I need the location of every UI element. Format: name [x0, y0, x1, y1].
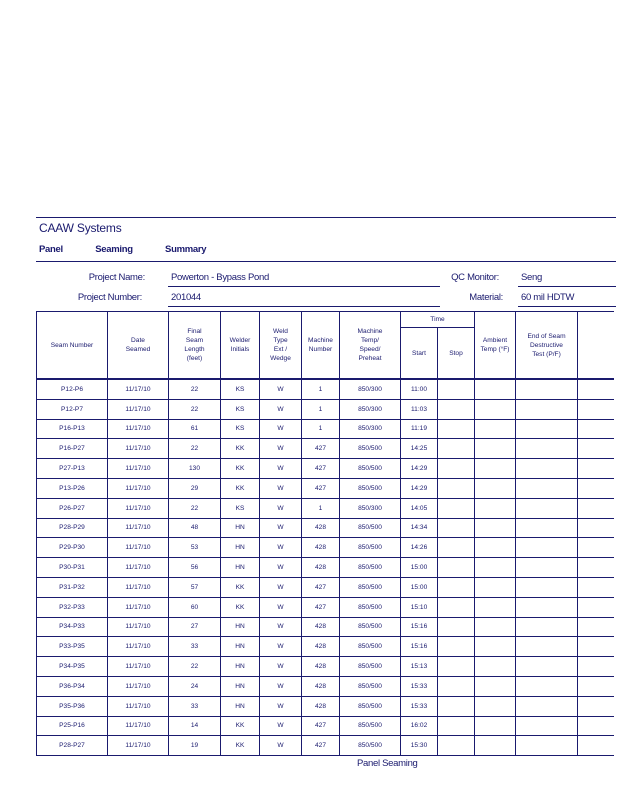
cell-ambient [475, 597, 516, 617]
header-welder-initials: Welder Initials [221, 312, 260, 380]
company-name: CAAW Systems [39, 221, 122, 235]
cell-destructive [516, 597, 578, 617]
cell-start: 11:03 [401, 399, 438, 419]
cell-blank [578, 617, 614, 637]
cell-temp: 850/500 [340, 617, 401, 637]
cell-stop [438, 657, 475, 677]
cell-machine: 1 [302, 498, 340, 518]
cell-machine: 428 [302, 617, 340, 637]
cell-machine: 428 [302, 637, 340, 657]
cell-ambient [475, 538, 516, 558]
cell-destructive [516, 538, 578, 558]
cell-weld: W [260, 617, 302, 637]
cell-start: 14:26 [401, 538, 438, 558]
cell-machine: 427 [302, 736, 340, 756]
cell-ambient [475, 637, 516, 657]
cell-destructive [516, 478, 578, 498]
page-footer: Panel Seaming [357, 758, 418, 769]
cell-ambient [475, 558, 516, 578]
cell-stop [438, 498, 475, 518]
cell-date: 11/17/10 [108, 518, 169, 538]
cell-temp: 850/300 [340, 379, 401, 399]
header-date-seamed: Date Seamed [108, 312, 169, 380]
cell-machine: 427 [302, 459, 340, 479]
cell-date: 11/17/10 [108, 379, 169, 399]
cell-start: 15:00 [401, 558, 438, 578]
cell-length: 22 [169, 657, 221, 677]
cell-machine: 427 [302, 439, 340, 459]
cell-temp: 850/500 [340, 518, 401, 538]
table-row [37, 419, 614, 439]
cell-welder: HN [221, 696, 260, 716]
cell-stop [438, 419, 475, 439]
cell-seam: P16-P13 [37, 419, 108, 439]
table-row [37, 577, 614, 597]
header-end-destructive: End of Seam Destructive Test (P/F) [516, 312, 578, 380]
cell-stop [438, 379, 475, 399]
cell-date: 11/17/10 [108, 419, 169, 439]
cell-temp: 850/500 [340, 657, 401, 677]
cell-weld: W [260, 716, 302, 736]
cell-temp: 850/500 [340, 459, 401, 479]
header-blank [578, 312, 614, 380]
table-row [37, 518, 614, 538]
cell-ambient [475, 736, 516, 756]
cell-blank [578, 379, 614, 399]
cell-ambient [475, 419, 516, 439]
cell-blank [578, 657, 614, 677]
cell-start: 15:16 [401, 637, 438, 657]
cell-temp: 850/300 [340, 419, 401, 439]
cell-temp: 850/500 [340, 558, 401, 578]
cell-length: 19 [169, 736, 221, 756]
cell-blank [578, 399, 614, 419]
cell-welder: HN [221, 558, 260, 578]
cell-date: 11/17/10 [108, 617, 169, 637]
cell-temp: 850/500 [340, 439, 401, 459]
cell-destructive [516, 439, 578, 459]
header-machine-temp: Machine Temp/ Speed/ Preheat [340, 312, 401, 380]
cell-welder: KK [221, 736, 260, 756]
cell-ambient [475, 439, 516, 459]
cell-date: 11/17/10 [108, 498, 169, 518]
cell-stop [438, 597, 475, 617]
cell-seam: P25-P16 [37, 716, 108, 736]
header-machine-number: Machine Number [302, 312, 340, 380]
cell-weld: W [260, 597, 302, 617]
cell-destructive [516, 399, 578, 419]
form-title [39, 244, 236, 255]
cell-machine: 427 [302, 577, 340, 597]
material-label: Material: [469, 292, 503, 303]
table-row [37, 597, 614, 617]
form-title-word: Summary [165, 244, 207, 255]
project-name-label: Project Name: [88, 272, 145, 283]
cell-machine: 428 [302, 518, 340, 538]
cell-blank [578, 498, 614, 518]
cell-machine: 1 [302, 379, 340, 399]
cell-welder: HN [221, 518, 260, 538]
cell-ambient [475, 478, 516, 498]
cell-destructive [516, 498, 578, 518]
qc-monitor-value: Seng [521, 272, 542, 283]
cell-ambient [475, 676, 516, 696]
cell-stop [438, 736, 475, 756]
cell-blank [578, 637, 614, 657]
cell-temp: 850/500 [340, 597, 401, 617]
table-row [37, 379, 614, 399]
cell-machine: 427 [302, 478, 340, 498]
cell-start: 15:10 [401, 597, 438, 617]
cell-stop [438, 478, 475, 498]
cell-seam: P16-P27 [37, 439, 108, 459]
cell-welder: HN [221, 657, 260, 677]
cell-temp: 850/300 [340, 399, 401, 419]
project-number-label: Project Number: [77, 292, 142, 303]
title-rule [36, 261, 616, 262]
cell-machine: 427 [302, 597, 340, 617]
table-row [37, 498, 614, 518]
cell-date: 11/17/10 [108, 696, 169, 716]
cell-welder: KK [221, 478, 260, 498]
cell-machine: 427 [302, 716, 340, 736]
table-row [37, 558, 614, 578]
cell-welder: KS [221, 399, 260, 419]
cell-weld: W [260, 696, 302, 716]
cell-stop [438, 577, 475, 597]
header-stop: Stop [438, 328, 475, 380]
cell-weld: W [260, 439, 302, 459]
header-final-seam-length: Final Seam Length (feet) [169, 312, 221, 380]
cell-ambient [475, 518, 516, 538]
cell-length: 48 [169, 518, 221, 538]
cell-ambient [475, 379, 516, 399]
header-weld-type: Weld Type Ext / Wedge [260, 312, 302, 380]
cell-ambient [475, 696, 516, 716]
project-name-value: Powerton - Bypass Pond [171, 272, 269, 283]
cell-date: 11/17/10 [108, 439, 169, 459]
cell-destructive [516, 696, 578, 716]
cell-welder: KK [221, 439, 260, 459]
cell-date: 11/17/10 [108, 637, 169, 657]
table-row [37, 637, 614, 657]
cell-welder: KS [221, 498, 260, 518]
cell-length: 60 [169, 597, 221, 617]
cell-destructive [516, 379, 578, 399]
table-row [37, 617, 614, 637]
cell-weld: W [260, 478, 302, 498]
cell-welder: KK [221, 577, 260, 597]
cell-welder: HN [221, 637, 260, 657]
header-time: Time [401, 312, 475, 328]
cell-welder: KK [221, 597, 260, 617]
cell-blank [578, 419, 614, 439]
cell-start: 14:29 [401, 478, 438, 498]
cell-start: 14:05 [401, 498, 438, 518]
cell-welder: HN [221, 676, 260, 696]
cell-seam: P27-P13 [37, 459, 108, 479]
qc-monitor-underline [518, 286, 616, 287]
cell-destructive [516, 657, 578, 677]
cell-start: 14:34 [401, 518, 438, 538]
cell-start: 14:29 [401, 459, 438, 479]
cell-stop [438, 558, 475, 578]
cell-blank [578, 696, 614, 716]
cell-date: 11/17/10 [108, 459, 169, 479]
cell-stop [438, 459, 475, 479]
cell-seam: P30-P31 [37, 558, 108, 578]
cell-length: 27 [169, 617, 221, 637]
cell-temp: 850/500 [340, 637, 401, 657]
cell-destructive [516, 577, 578, 597]
cell-stop [438, 617, 475, 637]
cell-date: 11/17/10 [108, 399, 169, 419]
cell-welder: KS [221, 419, 260, 439]
table-body [37, 379, 614, 756]
header-start: Start [401, 328, 438, 380]
cell-start: 16:02 [401, 716, 438, 736]
cell-length: 33 [169, 696, 221, 716]
cell-seam: P32-P33 [37, 597, 108, 617]
cell-length: 14 [169, 716, 221, 736]
cell-date: 11/17/10 [108, 657, 169, 677]
cell-length: 22 [169, 379, 221, 399]
cell-ambient [475, 459, 516, 479]
cell-length: 24 [169, 676, 221, 696]
cell-length: 57 [169, 577, 221, 597]
cell-destructive [516, 558, 578, 578]
cell-temp: 850/500 [340, 736, 401, 756]
cell-date: 11/17/10 [108, 478, 169, 498]
cell-start: 11:00 [401, 379, 438, 399]
cell-seam: P34-P33 [37, 617, 108, 637]
cell-blank [578, 478, 614, 498]
header-rule [36, 217, 616, 218]
qc-monitor-label: QC Monitor: [451, 272, 499, 283]
cell-start: 15:33 [401, 676, 438, 696]
cell-blank [578, 459, 614, 479]
cell-destructive [516, 459, 578, 479]
cell-stop [438, 538, 475, 558]
project-name-underline [168, 286, 440, 287]
cell-welder: KK [221, 459, 260, 479]
cell-blank [578, 518, 614, 538]
cell-length: 130 [169, 459, 221, 479]
cell-seam: P35-P36 [37, 696, 108, 716]
cell-destructive [516, 716, 578, 736]
header-ambient-temp: Ambient Temp (°F) [475, 312, 516, 380]
cell-destructive [516, 637, 578, 657]
cell-seam: P29-P30 [37, 538, 108, 558]
seaming-table [36, 311, 614, 756]
cell-machine: 428 [302, 676, 340, 696]
cell-start: 15:00 [401, 577, 438, 597]
cell-ambient [475, 657, 516, 677]
cell-blank [578, 676, 614, 696]
table-row [37, 459, 614, 479]
cell-weld: W [260, 676, 302, 696]
cell-start: 14:25 [401, 439, 438, 459]
cell-ambient [475, 399, 516, 419]
cell-length: 56 [169, 558, 221, 578]
cell-destructive [516, 736, 578, 756]
cell-seam: P28-P27 [37, 736, 108, 756]
cell-blank [578, 577, 614, 597]
cell-machine: 428 [302, 657, 340, 677]
cell-stop [438, 399, 475, 419]
cell-length: 29 [169, 478, 221, 498]
material-underline [518, 306, 616, 307]
cell-weld: W [260, 379, 302, 399]
cell-length: 53 [169, 538, 221, 558]
header-seam-number: Seam Number [37, 312, 108, 380]
cell-seam: P34-P35 [37, 657, 108, 677]
cell-blank [578, 439, 614, 459]
cell-temp: 850/500 [340, 538, 401, 558]
cell-length: 22 [169, 399, 221, 419]
cell-temp: 850/500 [340, 577, 401, 597]
cell-machine: 428 [302, 558, 340, 578]
cell-destructive [516, 419, 578, 439]
cell-date: 11/17/10 [108, 736, 169, 756]
cell-weld: W [260, 498, 302, 518]
cell-ambient [475, 498, 516, 518]
cell-machine: 428 [302, 538, 340, 558]
cell-weld: W [260, 736, 302, 756]
cell-destructive [516, 617, 578, 637]
cell-weld: W [260, 558, 302, 578]
cell-ambient [475, 577, 516, 597]
cell-ambient [475, 617, 516, 637]
cell-stop [438, 696, 475, 716]
cell-seam: P13-P26 [37, 478, 108, 498]
cell-seam: P12-P7 [37, 399, 108, 419]
table-row [37, 538, 614, 558]
cell-length: 22 [169, 498, 221, 518]
table-row [37, 657, 614, 677]
cell-date: 11/17/10 [108, 558, 169, 578]
cell-length: 33 [169, 637, 221, 657]
cell-stop [438, 676, 475, 696]
cell-seam: P33-P35 [37, 637, 108, 657]
material-value: 60 mil HDTW [521, 292, 575, 303]
cell-welder: HN [221, 538, 260, 558]
cell-seam: P26-P27 [37, 498, 108, 518]
cell-blank [578, 597, 614, 617]
cell-date: 11/17/10 [108, 716, 169, 736]
cell-date: 11/17/10 [108, 538, 169, 558]
cell-weld: W [260, 518, 302, 538]
table-row [37, 676, 614, 696]
cell-blank [578, 538, 614, 558]
cell-blank [578, 736, 614, 756]
cell-temp: 850/500 [340, 716, 401, 736]
project-number-underline [168, 306, 440, 307]
cell-stop [438, 637, 475, 657]
cell-welder: KK [221, 716, 260, 736]
table-row [37, 478, 614, 498]
cell-machine: 428 [302, 696, 340, 716]
cell-weld: W [260, 577, 302, 597]
cell-date: 11/17/10 [108, 676, 169, 696]
cell-start: 15:33 [401, 696, 438, 716]
table-row [37, 696, 614, 716]
cell-temp: 850/500 [340, 696, 401, 716]
table-row [37, 439, 614, 459]
cell-temp: 850/500 [340, 478, 401, 498]
cell-length: 61 [169, 419, 221, 439]
cell-weld: W [260, 399, 302, 419]
cell-weld: W [260, 637, 302, 657]
cell-welder: HN [221, 617, 260, 637]
cell-temp: 850/300 [340, 498, 401, 518]
cell-seam: P31-P32 [37, 577, 108, 597]
cell-welder: KS [221, 379, 260, 399]
cell-stop [438, 439, 475, 459]
cell-destructive [516, 676, 578, 696]
cell-weld: W [260, 657, 302, 677]
table-row [37, 399, 614, 419]
cell-stop [438, 716, 475, 736]
form-title-word: Seaming [95, 244, 133, 255]
cell-destructive [516, 518, 578, 538]
form-title-word: Panel [39, 244, 63, 255]
cell-date: 11/17/10 [108, 577, 169, 597]
cell-date: 11/17/10 [108, 597, 169, 617]
cell-seam: P12-P6 [37, 379, 108, 399]
cell-weld: W [260, 419, 302, 439]
cell-start: 11:19 [401, 419, 438, 439]
cell-blank [578, 558, 614, 578]
cell-length: 22 [169, 439, 221, 459]
cell-start: 15:16 [401, 617, 438, 637]
cell-seam: P36-P34 [37, 676, 108, 696]
cell-start: 15:30 [401, 736, 438, 756]
cell-weld: W [260, 459, 302, 479]
cell-seam: P28-P29 [37, 518, 108, 538]
cell-weld: W [260, 538, 302, 558]
cell-machine: 1 [302, 399, 340, 419]
table-row [37, 736, 614, 756]
project-number-value: 201044 [171, 292, 201, 303]
cell-temp: 850/500 [340, 676, 401, 696]
cell-ambient [475, 716, 516, 736]
table-row [37, 716, 614, 736]
cell-start: 15:13 [401, 657, 438, 677]
cell-stop [438, 518, 475, 538]
cell-machine: 1 [302, 419, 340, 439]
cell-blank [578, 716, 614, 736]
